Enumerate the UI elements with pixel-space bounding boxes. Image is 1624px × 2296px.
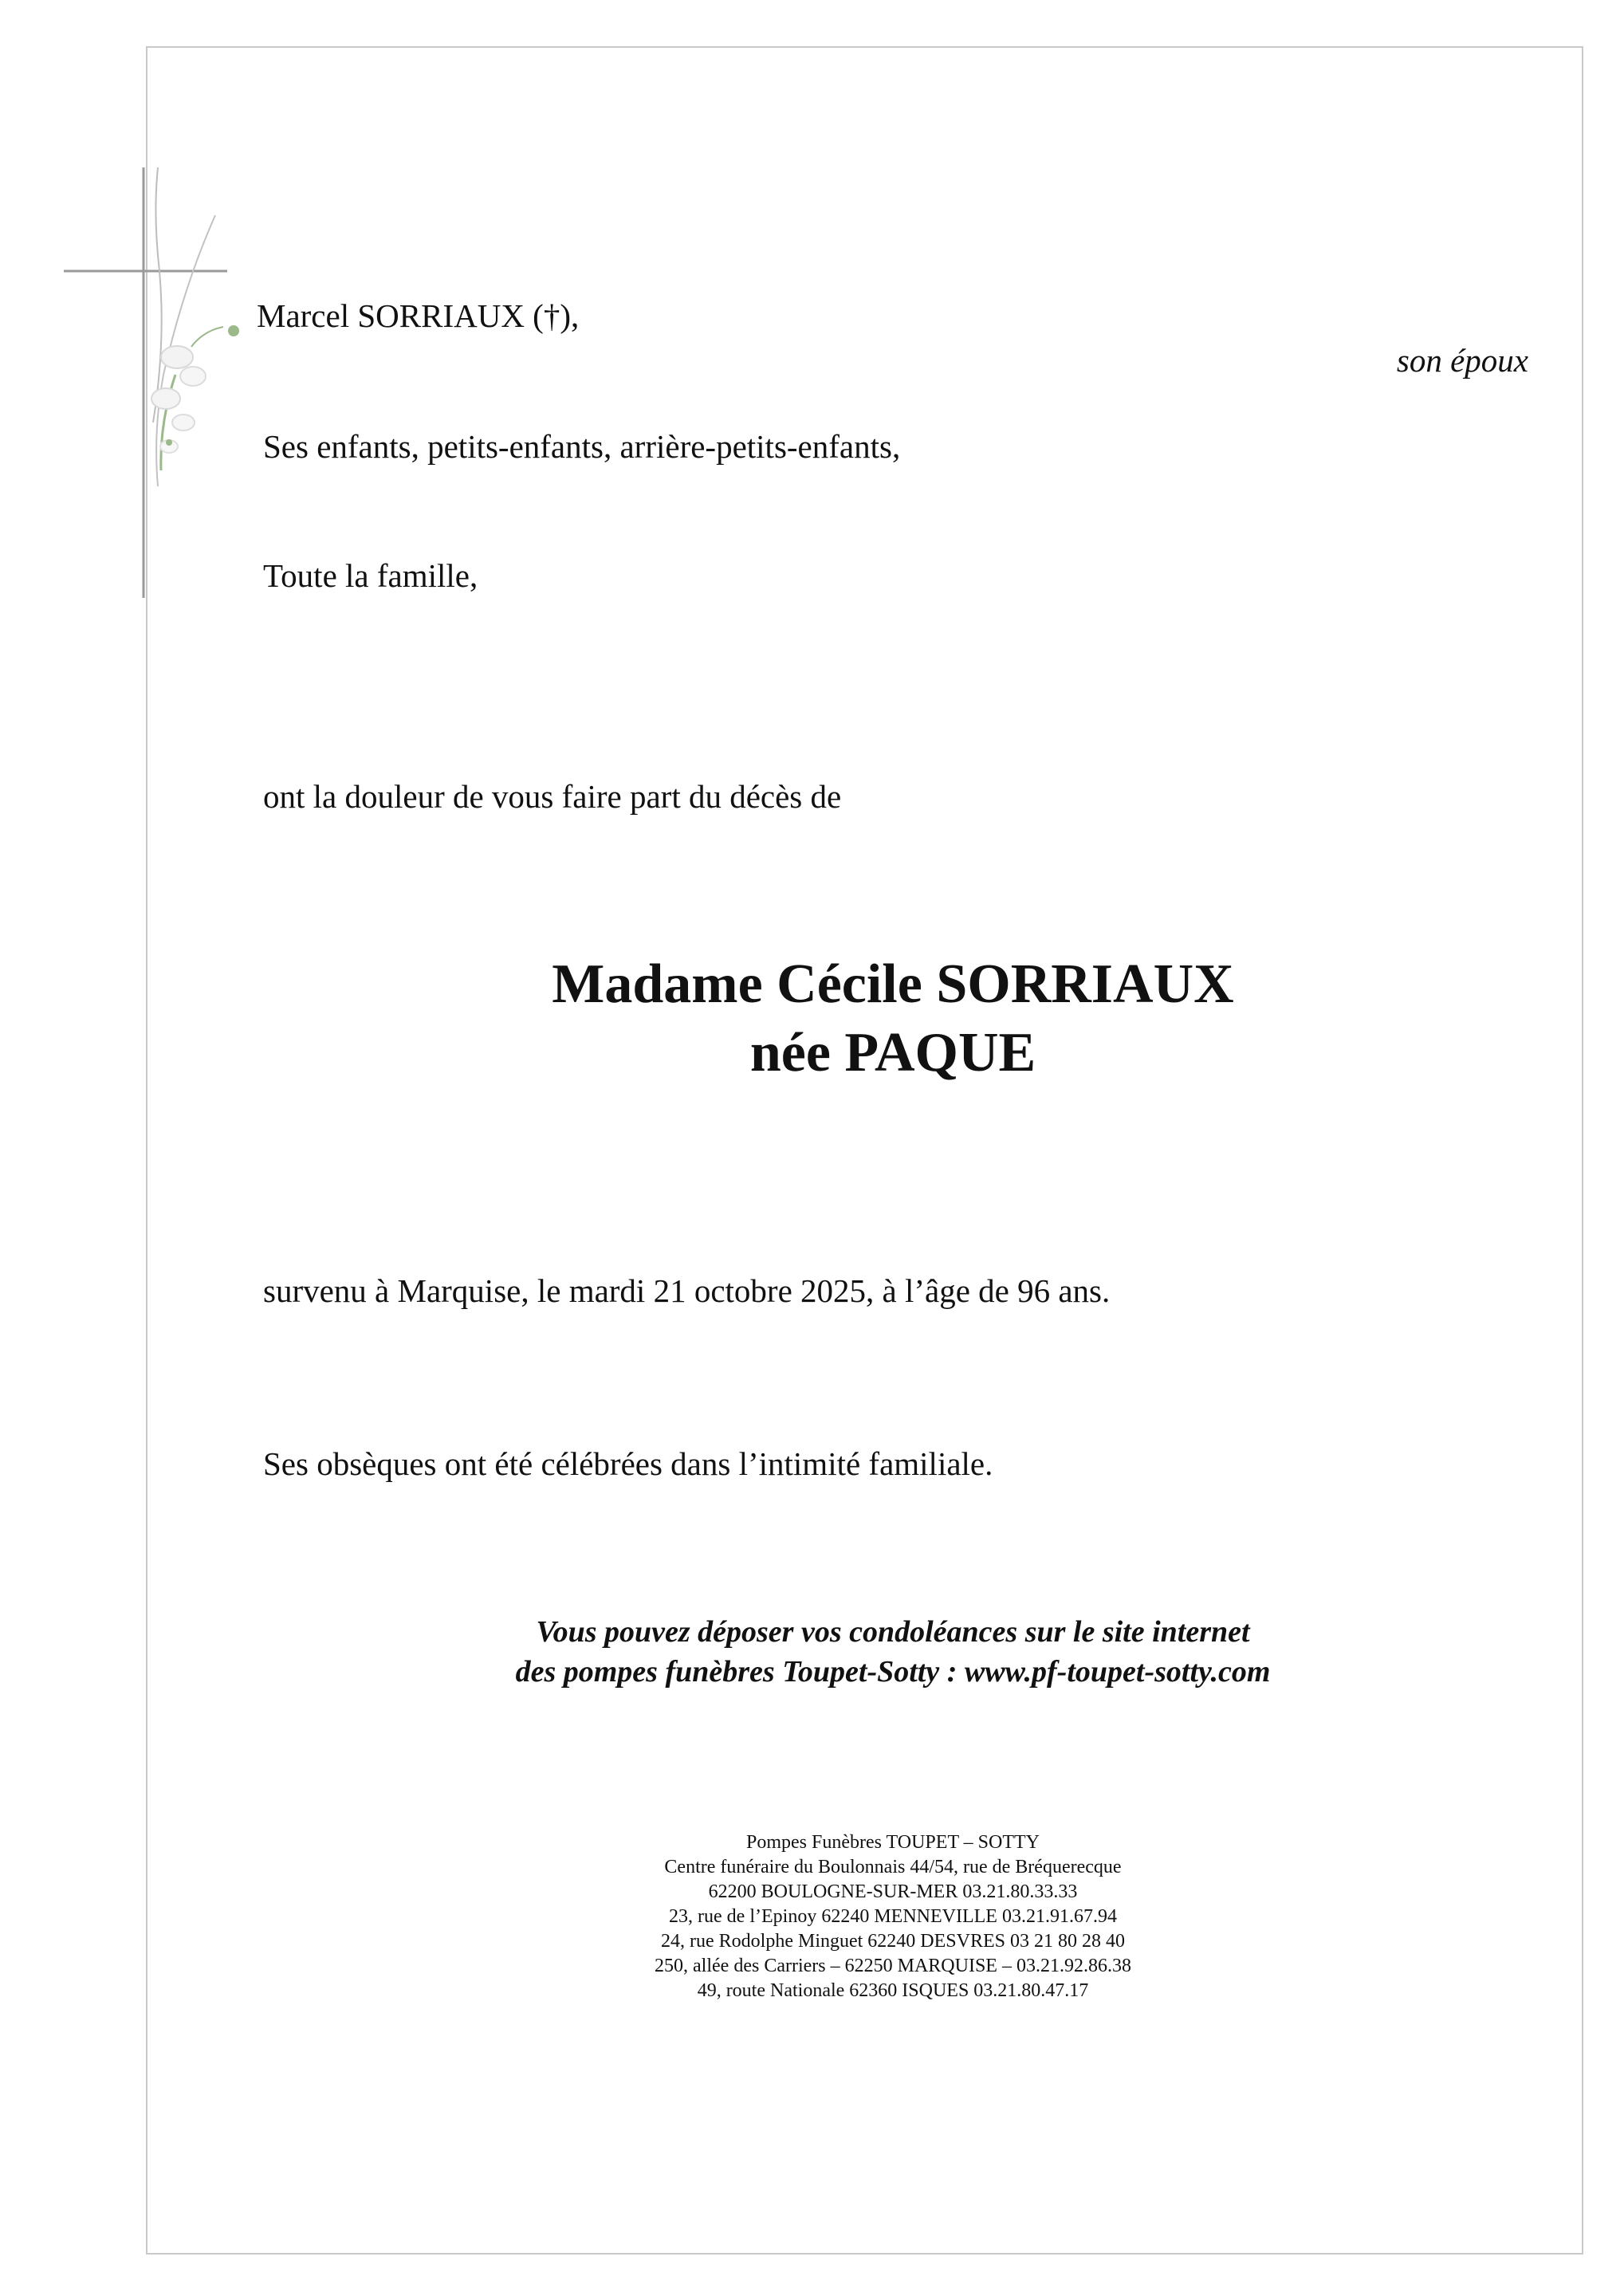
footer-line: 250, allée des Carriers – 62250 MARQUISE – 03.21.92.86.38 <box>655 1956 1131 1976</box>
deceased-name: Madame Cécile SORRIAUX <box>552 953 1234 1015</box>
condolences-line-2: des pompes funèbres Toupet-Sotty : www.pf-toupet-sotty.com <box>515 1655 1271 1689</box>
condolences-notice <box>0 1612 1624 1692</box>
footer-line: Pompes Funèbres TOUPET – SOTTY <box>745 1832 1040 1853</box>
funeral-details: Ses obsèques ont été célébrées dans l’intimité familiale. <box>263 1445 993 1482</box>
children-line: Ses enfants, petits-enfants, arrière-petits-enfants, <box>263 428 901 465</box>
footer-line: 62200 BOULOGNE-SUR-MER 03.21.80.33.33 <box>708 1881 1078 1902</box>
footer-line: Centre funéraire du Boulonnais 44/54, rue de Bréquerecque <box>664 1857 1122 1877</box>
cross-with-orchid-icon <box>64 167 239 598</box>
death-details: survenu à Marquise, le mardi 21 octobre 2025, à l’âge de 96 ans. <box>263 1272 1111 1309</box>
footer-line: 49, route Nationale 62360 ISQUES 03.21.80.47.17 <box>697 1980 1089 2001</box>
deceased-maiden-name: née PAQUE <box>749 1022 1036 1083</box>
footer-line: 23, rue de l’Epinoy 62240 MENNEVILLE 03.21.91.67.94 <box>669 1906 1117 1927</box>
deceased-name-block <box>0 950 1624 1087</box>
funeral-home-footer <box>0 1830 1624 2003</box>
family-line: Toute la famille, <box>263 557 478 594</box>
footer-line: 24, rue Rodolphe Minguet 62240 DESVRES 03 21 80 28 40 <box>661 1931 1125 1952</box>
condolences-line-1: Vous pouvez déposer vos condoléances sur le site internet <box>536 1615 1250 1649</box>
spouse-relation: son époux <box>1396 342 1528 379</box>
announcement-line: ont la douleur de vous faire part du décès de <box>263 778 842 815</box>
spouse-line: Marcel SORRIAUX (†), <box>257 297 580 334</box>
